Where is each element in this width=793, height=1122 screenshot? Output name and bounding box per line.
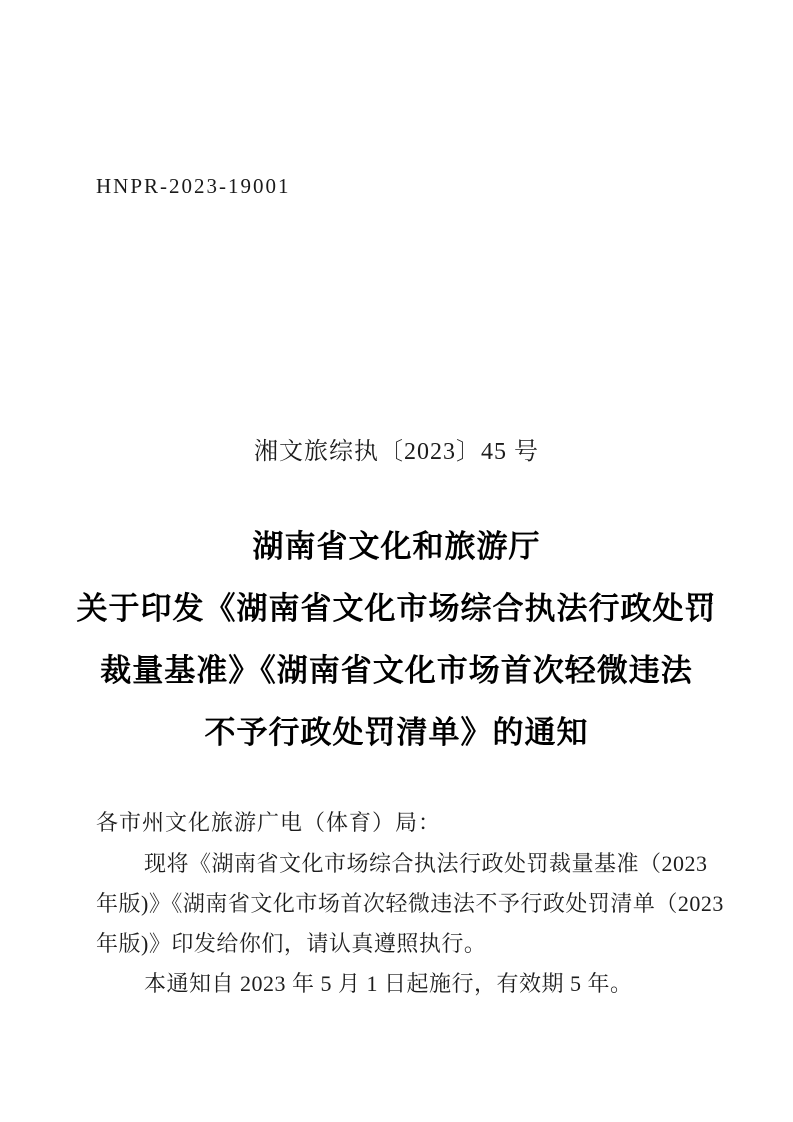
title-line-4: 不予行政处罚清单》的通知	[204, 715, 589, 750]
body-line-2: 年版)》《湖南省文化市场首次轻微违法不予行政处罚清单（2023	[96, 891, 724, 916]
title-line-3: 裁量基准》《湖南省文化市场首次轻微违法	[100, 653, 693, 688]
body-line-1: 现将《湖南省文化市场综合执法行政处罚裁量基准（2023	[144, 851, 708, 876]
doc-reference-code: HNPR-2023-19001	[96, 174, 291, 198]
notice-title	[0, 516, 793, 764]
salutation: 各市州文化旅游广电（体育）局：	[96, 810, 442, 835]
body-line-4: 本通知自 2023 年 5 月 1 日起施行，有效期 5 年。	[144, 971, 633, 996]
notice-body	[96, 844, 724, 1004]
title-line-2: 关于印发《湖南省文化市场综合执法行政处罚	[76, 591, 717, 626]
doc-issue-number: 湘文旅综执〔2023〕45 号	[254, 439, 539, 465]
body-line-3: 年版)》印发给你们，请认真遵照执行。	[96, 931, 487, 956]
title-line-issuer: 湖南省文化和旅游厅	[252, 529, 541, 564]
